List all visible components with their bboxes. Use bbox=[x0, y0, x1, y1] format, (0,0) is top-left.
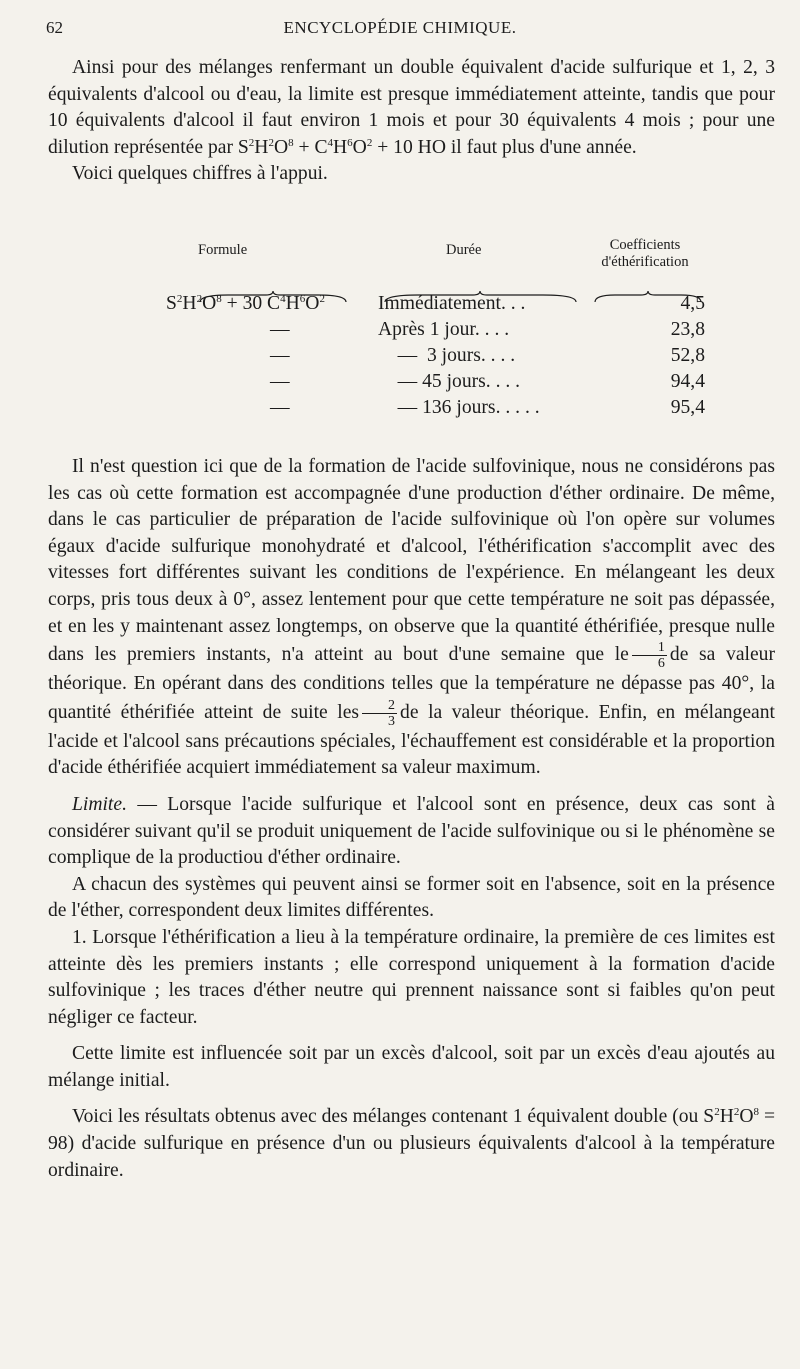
duration-cell: — 45 jours. . . . bbox=[378, 371, 521, 392]
paragraph-5: A chacun des systèmes qui peuvent ainsi se former soit en l'absence, soit en la présence de l'éther, correspondent deux limites différentes. bbox=[48, 873, 775, 922]
formula-cell: — bbox=[270, 371, 290, 392]
running-title: ENCYCLOPÉDIE CHIMIQUE. bbox=[283, 18, 517, 37]
formula-cell: — bbox=[270, 345, 290, 366]
limite-label: Limite. bbox=[72, 793, 127, 815]
duration-cell: — 3 jours. . . . bbox=[378, 345, 516, 366]
formula-cell: $S^2H^2O^8 + 30$ $C^4H^6O^2$ bbox=[166, 293, 325, 314]
coefficient-cell: 4,5 bbox=[680, 293, 705, 314]
fraction-one-sixth: $\frac{1}{6}$ bbox=[632, 640, 667, 671]
formula-cell: — bbox=[270, 319, 290, 340]
table-row bbox=[48, 396, 775, 420]
duration-cell: Après 1 jour. . . . bbox=[378, 319, 510, 340]
table-row bbox=[48, 292, 775, 316]
duration-cell: Immédiatement. . . bbox=[378, 293, 526, 314]
duration-cell: — 136 jours. . . . . bbox=[378, 397, 540, 418]
paragraph-7: Cette limite est influencée soit par un excès d'alcool, soit par un excès d'eau ajoutés au mélange initial. bbox=[48, 1043, 775, 1091]
coefficient-cell: 94,4 bbox=[670, 371, 705, 392]
paragraph-limite: Limite. — Lorsque l'acide sulfurique et l'alcool sont en présence, deux cas sont à considérer suivant qu'il se produit uniquement de l'acide sulfovinique ou si le phénomène se complique de la productiou d'éther ordinaire. bbox=[48, 793, 775, 869]
table-row bbox=[48, 318, 775, 342]
header-duree: Durée bbox=[446, 242, 482, 258]
fraction-two-thirds: $\frac{2}{3}$ bbox=[362, 698, 397, 729]
etherification-table bbox=[48, 238, 775, 428]
text-block-top bbox=[48, 55, 775, 188]
paragraph-8: Voici les résultats obtenus avec des mélanges contenant 1 équivalent double (ou $S^2H^2O^8 = 98$) d'acide sulfurique en présence d'un ou plusieurs équivalents d'alcool à la température ordinaire. bbox=[48, 1106, 776, 1181]
header-coefficients: Coefficients d'éthérification bbox=[601, 237, 689, 270]
text-block-main bbox=[48, 454, 775, 1184]
page-header bbox=[46, 18, 754, 44]
paragraph-2: Voici quelques chiffres à l'appui. bbox=[72, 163, 328, 185]
table-row bbox=[48, 344, 775, 368]
page-number: 62 bbox=[46, 18, 63, 37]
header-formule: Formule bbox=[198, 242, 248, 258]
paragraph-1: Ainsi pour des mélanges renfermant un double équivalent d'acide sulfurique et 1, 2, 3 équivalents d'alcool ou d'eau, la limite est presque immédiatement atteinte, tandis que pour 10 équivalents d'alcool il faut environ 1 mois et pour 30 équivalents 4 mois ; pour une dilution représentée par $S^2H^2O^8 + C^4H^6O^2 + 10$ HO il faut plus d'une année. bbox=[48, 57, 775, 158]
formula-cell: — bbox=[270, 397, 290, 418]
paragraph-6: 1. Lorsque l'éthérification a lieu à la température ordinaire, la première de ces limites est atteinte dès les premiers instants ; elle correspond uniquement à la formation d'acide sulfovinique ; les traces d'éther neutre qui prennent naissance sont si faibles qu'on peut négliger ce facteur. bbox=[48, 926, 775, 1028]
coefficient-cell: 95,4 bbox=[670, 397, 705, 418]
coefficient-cell: 52,8 bbox=[670, 345, 705, 366]
coefficient-cell: 23,8 bbox=[670, 319, 705, 340]
table-row bbox=[48, 370, 775, 394]
paragraph-3: Il n'est question ici que de la formation de l'acide sulfovinique, nous ne considérons pas les cas où cette formation est accompagnée d'une production d'éther ordinaire. De même, dans le cas particulier de préparation de l'acide sulfovinique où l'on opère sur volumes égaux d'acide sulfurique monohydraté et d'alcool, l'éthérification s'accomplit avec des vitesses fort différentes suivant les conditions de l'expérience. En mélangeant les deux corps, pris tous deux à 0°, assez lentement pour que cette température ne soit pas dépassée, et en les y maintenant assez longtemps, on observe que la quantité éthérifiée, presque nulle dans les premiers instants, n'a atteint au bout d'une semaine que le $\frac{1}{6}$ de sa valeur théorique. En opérant dans des conditions telles que la température ne dépasse pas 40°, la quantité éthérifiée atteint de suite les $\frac{2}{3}$ de la valeur théorique. Enfin, en mélangeant l'acide et l'alcool sans précautions spéciales, l'échauffement est considérable et la proportion d'acide éthérifiée acquiert immédiatement sa valeur maximum. bbox=[48, 456, 775, 779]
